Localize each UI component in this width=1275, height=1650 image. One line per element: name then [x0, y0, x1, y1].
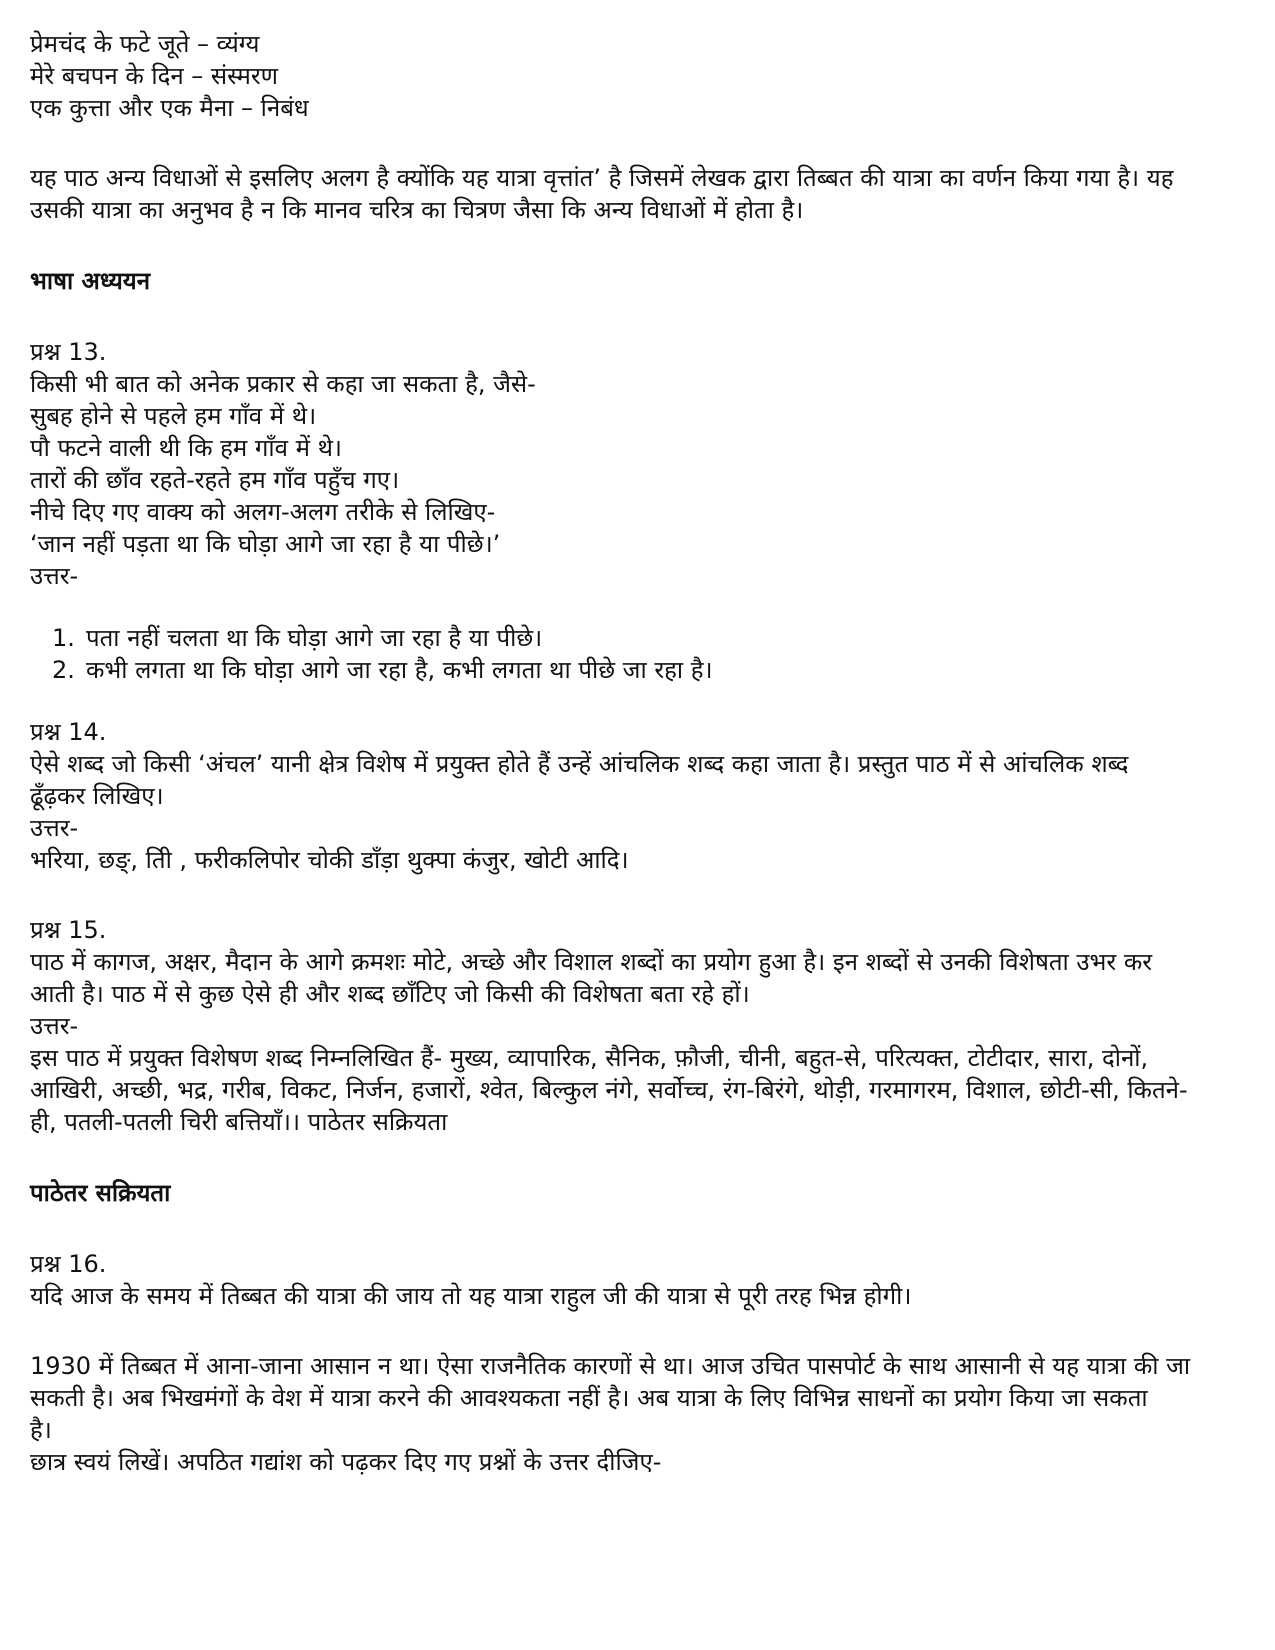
answer-label: उत्तर- — [30, 1012, 79, 1040]
question-text: यदि आज के समय में तिब्बत की यात्रा की जाय तो यह यात्रा राहुल जी की यात्रा से पूरी तरह भिन्न होगी। — [30, 1282, 912, 1310]
intro-item: प्रेमचंद के फटे जूते – व्यंग्य — [30, 30, 260, 58]
answer-text: भरिया, छङ्, तिी , फरीकलिपोर चोकी डाँड़ा थुक्पा कंजुर, खोटी आदि। — [30, 846, 629, 874]
answer-text: है। — [30, 1416, 52, 1444]
section-heading-pathetar-sakriyata: पाठेतर सक्रियता — [30, 1179, 171, 1207]
question-text: पाठ में कागज, अक्षर, मैदान के आगे क्रमशः मोटे, अच्छे और विशाल शब्दों का प्रयोग हुआ है। इन शब्दों से उनकी विशेषता उभर कर — [30, 948, 1153, 976]
answer-list-item — [30, 654, 1245, 686]
question-label: प्रश्न 13. — [30, 338, 107, 366]
question-text: ढूँढ़कर लिखिए। — [30, 782, 164, 810]
list-text: पता नहीं चलता था कि घोड़ा आगे जा रहा है या पीछे। — [86, 624, 543, 652]
list-text: कभी लगता था कि घोड़ा आगे जा रहा है, कभी लगता था पीछे जा रहा है। — [86, 656, 713, 684]
paragraph-line: यह पाठ अन्य विधाओं से इसलिए अलग है क्योंकि यह यात्रा वृत्तांत’ है जिसमें लेखक द्वारा तिब्बत की यात्रा का वर्णन किया गया है। यह — [30, 164, 1174, 192]
question-14 — [30, 716, 1245, 876]
answer-text: ही, पतली-पतली चिरी बत्तियाँ।। पाठेतर सक्रियता — [30, 1108, 448, 1136]
question-text: तारों की छाँव रहते-रहते हम गाँव पहुँच गए। — [30, 466, 400, 494]
document-page — [30, 28, 1245, 1478]
list-number: 2. — [52, 656, 75, 684]
answer-label: उत्तर- — [30, 562, 79, 590]
question-text: ऐसे शब्द जो किसी ‘अंचल’ यानी क्षेत्र विशेष में प्रयुक्त होते हैं उन्हें आंचलिक शब्द कहा जाता है। प्रस्तुत पाठ में से आंचलिक शब्द — [30, 750, 1129, 778]
answer-text: छात्र स्वयं लिखें। अपठित गद्यांश को पढ़कर दिए गए प्रश्नों के उत्तर दीजिए- — [30, 1448, 662, 1476]
list-number: 1. — [52, 624, 75, 652]
question-13 — [30, 336, 1245, 686]
question-16 — [30, 1248, 1245, 1478]
question-label: प्रश्न 14. — [30, 718, 107, 746]
question-text: आती है। पाठ में से कुछ ऐसे ही और शब्द छाँटिए जो किसी की विशेषता बता रहे हों। — [30, 980, 750, 1008]
question-15 — [30, 914, 1245, 1138]
question-text: ‘जान नहीं पड़ता था कि घोड़ा आगे जा रहा है या पीछे।’ — [30, 530, 501, 558]
answer-label: उत्तर- — [30, 814, 79, 842]
question-text: सुबह होने से पहले हम गाँव में थे। — [30, 402, 317, 430]
answer-text: 1930 में तिब्बत में आना-जाना आसान न था। ऐसा राजनैतिक कारणों से था। आज उचित पासपोर्ट के साथ आसानी से यह यात्रा की जा — [30, 1352, 1191, 1380]
intro-list — [30, 28, 1245, 124]
answer-list-item — [30, 622, 1245, 654]
question-text: नीचे दिए गए वाक्य को अलग-अलग तरीके से लिखिए- — [30, 498, 496, 526]
section-heading-bhasha-adhyayan: भाषा अध्ययन — [30, 267, 151, 295]
answer-text: आखिरी, अच्छी, भद्र, गरीब, विकट, निर्जन, हजारों, श्वेत, बिल्कुल नंगे, सर्वोच्च, रंग-बिरंगे, थोड़ी, गरमागरम, विशाल, छोटी-सी, कितने- — [30, 1076, 1188, 1104]
intro-paragraph — [30, 162, 1245, 226]
answer-text: इस पाठ में प्रयुक्त विशेषण शब्द निम्नलिखित हैं- मुख्य, व्यापारिक, सैनिक, फ़ौजी, चीनी, बहुत-से, परित्यक्त, टोटीदार, सारा, दोनों, — [30, 1044, 1149, 1072]
paragraph-line: उसकी यात्रा का अनुभव है न कि मानव चरित्र का चित्रण जैसा कि अन्य विधाओं में होता है। — [30, 196, 804, 224]
intro-item: एक कुत्ता और एक मैना – निबंध — [30, 94, 309, 122]
question-text: पौ फटने वाली थी कि हम गाँव में थे। — [30, 434, 342, 462]
question-text: किसी भी बात को अनेक प्रकार से कहा जा सकता है, जैसे- — [30, 370, 536, 398]
answer-text: सकती है। अब भिखमंगों के वेश में यात्रा करने की आवश्यकता नहीं है। अब यात्रा के लिए विभिन्न साधनों का प्रयोग किया जा सकता — [30, 1384, 1148, 1412]
question-label: प्रश्न 15. — [30, 916, 107, 944]
intro-item: मेरे बचपन के दिन – संस्मरण — [30, 62, 278, 90]
question-label: प्रश्न 16. — [30, 1250, 107, 1278]
